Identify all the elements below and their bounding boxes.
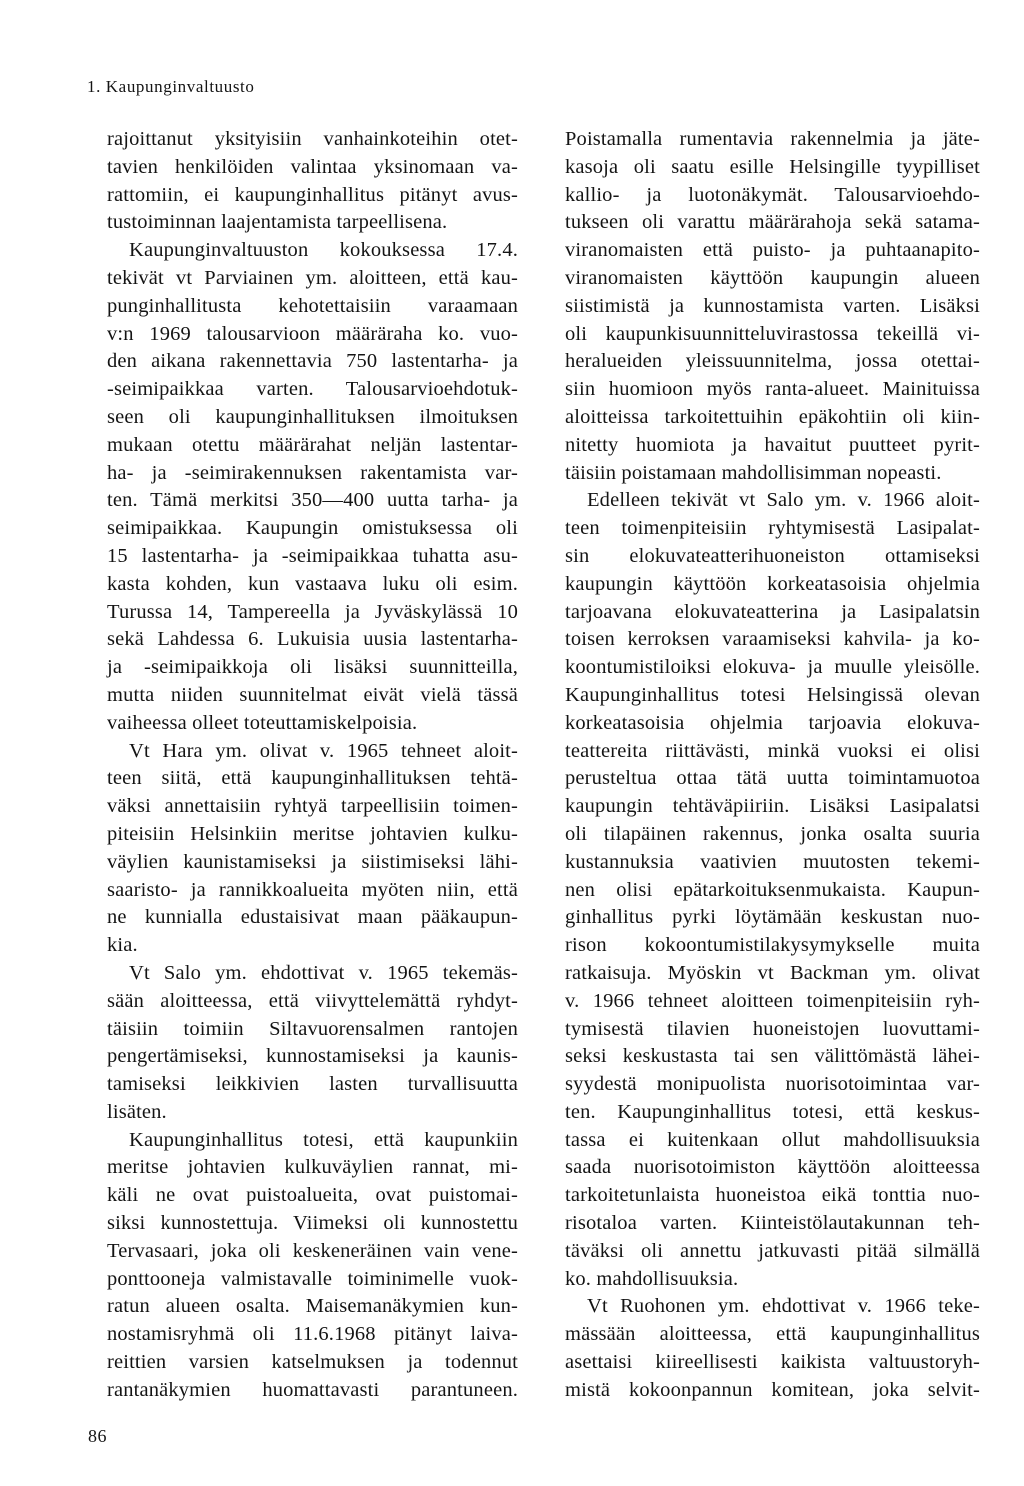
page-number: 86 bbox=[88, 1426, 107, 1446]
text-line: käli ne ovat puistoalueita, ovat puistomai- bbox=[107, 1184, 518, 1207]
text-line: toisen kerroksen varaamiseksi kahvila- ja ko- bbox=[565, 628, 980, 651]
text-line: rantanäkymien huomattavasti parantuneen. bbox=[107, 1378, 518, 1401]
text-line: viranomaisten käyttöön kaupungin alueen bbox=[565, 266, 980, 289]
text-line: -seimipaikkaa varten. Talousarvioehdotuk- bbox=[107, 378, 518, 401]
text-line: vaiheessa olleet toteuttamiskelpoisia. bbox=[107, 711, 418, 734]
text-line: tymisestä tilavien huoneistojen luovuttami- bbox=[565, 1017, 980, 1040]
text-line: väylien kaunistamiseksi ja siistimiseksi lähi- bbox=[107, 850, 518, 873]
text-line: teen siitä, että kaupunginhallituksen tehtä- bbox=[107, 767, 518, 790]
text-line: ha- ja -seimirakennuksen rakentamista var- bbox=[107, 461, 518, 484]
text-line: tekivät vt Parviainen ym. aloitteen, että kau- bbox=[107, 266, 518, 289]
text-line: Edelleen tekivät vt Salo ym. v. 1966 aloit- bbox=[587, 489, 980, 512]
text-line: saada nuorisotoimiston käyttöön aloitteessa bbox=[565, 1156, 980, 1179]
text-line: rajoittanut yksityisiin vanhainkoteihin otet- bbox=[107, 128, 518, 150]
text-line: sekä Lahdessa 6. Lukuisia uusia lastentarha- bbox=[107, 628, 518, 651]
text-line: korkeatasoisia ohjelmia tarjoavia elokuva- bbox=[565, 711, 980, 734]
text-line: koontumistiloiksi elokuva- ja muulle yleisölle. bbox=[565, 656, 980, 679]
text-line: siistimistä ja kunnostamista varten. Lisäksi bbox=[565, 294, 980, 317]
text-line: tavien henkilöiden valintaa yksinomaan va- bbox=[107, 155, 518, 178]
text-line: siksi kunnostettuja. Viimeksi oli kunnostettu bbox=[107, 1212, 518, 1235]
text-line: mutta niiden suunnitelmat eivät vielä tässä bbox=[107, 683, 518, 706]
text-line: syydestä monipuolista nuorisotoimintaa var- bbox=[565, 1073, 980, 1096]
text-line: tarjoavana elokuvateatterina ja Lasipalatsin bbox=[565, 600, 980, 623]
text-line: risotaloa varten. Kiinteistölautakunnan teh- bbox=[565, 1212, 980, 1235]
text-line: meritse johtavien kulkuväylien rannat, mi- bbox=[107, 1156, 518, 1179]
text-line: asettaisi kiireellisesti kaikista valtuustoryh- bbox=[565, 1351, 980, 1374]
text-line: mistä kokoonpannun komitean, joka selvit- bbox=[565, 1378, 980, 1401]
text-line: oli tilapäinen rakennus, jonka osalta suuria bbox=[565, 822, 980, 845]
text-line: rattomiin, ei kaupunginhallitus pitänyt avus- bbox=[107, 183, 518, 206]
text-line: saaristo- ja rannikkoalueita myöten niin, että bbox=[107, 878, 518, 901]
text-line: kia. bbox=[107, 934, 138, 957]
paragraph bbox=[107, 960, 518, 1127]
text-line: perusteltua ottaa tätä uutta toimintamuotoa bbox=[565, 767, 980, 790]
text-line: rison kokoontumistilakysymykselle muita bbox=[565, 934, 980, 957]
text-line: 15 lastentarha- ja -seimipaikkaa tuhatta asu- bbox=[107, 544, 518, 567]
text-line: ratun alueen osalta. Maisemanäkymien kun- bbox=[107, 1295, 518, 1318]
paragraph bbox=[565, 1293, 980, 1404]
paragraph bbox=[565, 487, 980, 1293]
text-line: aloitteissa tarkoitettuihin epäkohtiin oli kiin- bbox=[565, 405, 980, 428]
text-line: punginhallitusta kehotettaisiin varaamaan bbox=[107, 294, 518, 317]
text-line: kustannuksia vaativien muutosten tekemi- bbox=[565, 850, 980, 873]
text-line: kasta kohden, kun vastaava luku oli esim. bbox=[107, 572, 518, 595]
text-line: ne kunnialla edustaisivat maan pääkaupun- bbox=[107, 906, 518, 929]
text-line: seen oli kaupunginhallituksen ilmoituksen bbox=[107, 405, 518, 428]
paragraph bbox=[107, 1127, 518, 1405]
text-line: ginhallitus pyrki löytämään keskustan nuo- bbox=[565, 906, 980, 929]
text-line: ja -seimipaikkoja oli lisäksi suunnitteilla, bbox=[107, 656, 518, 679]
running-header: 1. Kaupunginvaltuusto bbox=[87, 77, 255, 96]
text-line: reittien varsien katselmuksen ja todennut bbox=[107, 1351, 518, 1374]
text-line: kaupungin käyttöön korkeatasoisia ohjelmia bbox=[565, 572, 980, 595]
text-line: nen olisi epätarkoituksenmukaista. Kaupun- bbox=[565, 878, 980, 901]
text-line: täisiin toimiin Siltavuorensalmen rantojen bbox=[107, 1017, 518, 1040]
text-line: tustoiminnan laajentamista tarpeellisena. bbox=[107, 211, 448, 234]
text-line: Vt Ruohonen ym. ehdottivat v. 1966 teke- bbox=[587, 1295, 980, 1318]
text-line: Poistamalla rumentavia rakennelmia ja jäte- bbox=[565, 128, 980, 150]
text-line: Tervasaari, joka oli keskeneräinen vain vene- bbox=[107, 1239, 518, 1262]
text-line: mukaan otettu määrärahat neljän lastentar- bbox=[107, 433, 518, 456]
text-line: kallio- ja luotonäkymät. Talousarvioehdo- bbox=[565, 183, 980, 206]
text-line: lisäten. bbox=[107, 1100, 167, 1123]
text-line: sin elokuvateatterihuoneiston ottamiseksi bbox=[565, 544, 980, 567]
paragraph bbox=[107, 738, 518, 960]
text-line: ratkaisuja. Myöskin vt Backman ym. olivat bbox=[565, 961, 980, 984]
text-line: väksi annettaisiin ryhtyä tarpeellisiin toimen- bbox=[107, 795, 518, 818]
text-line: nostamisryhmä oli 11.6.1968 pitänyt laiva- bbox=[107, 1323, 518, 1346]
text-line: tassa ei kuitenkaan ollut mahdollisuuksia bbox=[565, 1128, 980, 1151]
text-line: v:n 1969 talousarvioon määräraha ko. vuo- bbox=[107, 322, 518, 345]
text-line: kasoja oli saatu esille Helsingille tyypilliset bbox=[565, 155, 980, 178]
text-line: täisiin poistamaan mahdollisimman nopeasti. bbox=[565, 461, 942, 484]
text-line: tarkoitetunlaista huoneistoa eikä tonttia nuo- bbox=[565, 1184, 980, 1207]
text-line: heralueiden yleissuunnitelma, jossa otettai- bbox=[565, 350, 980, 373]
text-line: tamiseksi leikkivien lasten turvallisuutta bbox=[107, 1073, 518, 1096]
text-line: teen toimenpiteisiin ryhtymisestä Lasipalat- bbox=[565, 517, 980, 540]
text-line: seksi keskustasta tai sen välittömästä lähei- bbox=[565, 1045, 980, 1068]
paragraph bbox=[565, 126, 980, 487]
text-line: ponttooneja valmistavalle toiminimelle vuok- bbox=[107, 1267, 518, 1290]
text-line: seimipaikkaa. Kaupungin omistuksessa oli bbox=[107, 517, 518, 540]
text-line: tukseen oli varattu määrärahoja sekä satama- bbox=[565, 211, 980, 234]
left-column bbox=[107, 126, 518, 1405]
text-line: Kaupunginhallitus totesi Helsingissä olevan bbox=[565, 683, 980, 706]
text-line: oli kaupunkisuunnitteluvirastossa tekeillä vi- bbox=[565, 322, 980, 345]
paragraph bbox=[107, 126, 518, 237]
text-line: sään aloitteessa, että viivyttelemättä ryhdyt- bbox=[107, 989, 518, 1012]
text-line: piteisiin Helsinkiin meritse johtavien kulku- bbox=[107, 822, 518, 845]
text-line: Kaupunginhallitus totesi, että kaupunkiin bbox=[129, 1128, 518, 1151]
text-line: siin huomioon myös ranta-alueet. Mainituissa bbox=[565, 378, 980, 401]
text-line: ko. mahdollisuuksia. bbox=[565, 1267, 739, 1290]
text-line: nitetty huomiota ja havaitut puutteet pyrit- bbox=[565, 433, 980, 456]
text-line: Vt Hara ym. olivat v. 1965 tehneet aloit- bbox=[129, 739, 518, 762]
text-line: teattereita riittävästi, minkä vuoksi ei olisi bbox=[565, 739, 980, 762]
text-line: Turussa 14, Tampereella ja Jyväskylässä 10 bbox=[107, 600, 518, 623]
text-line: den aikana rakennettavia 750 lastentarha- ja bbox=[107, 350, 518, 373]
text-line: Kaupunginvaltuuston kokouksessa 17.4. bbox=[129, 239, 518, 262]
text-line: mässään aloitteessa, että kaupunginhallitus bbox=[565, 1323, 980, 1346]
text-line: Vt Salo ym. ehdottivat v. 1965 tekemäs- bbox=[129, 961, 518, 984]
text-line: ten. Kaupunginhallitus totesi, että keskus- bbox=[565, 1100, 980, 1123]
text-line: kaupungin tehtäväpiiriin. Lisäksi Lasipalatsi bbox=[565, 795, 980, 818]
text-line: pengertämiseksi, kunnostamiseksi ja kaunis- bbox=[107, 1045, 518, 1068]
text-line: ten. Tämä merkitsi 350—400 uutta tarha- ja bbox=[107, 489, 518, 512]
text-line: täväksi oli annettu jatkuvasti pitää silmällä bbox=[565, 1239, 980, 1262]
paragraph bbox=[107, 237, 518, 737]
right-column bbox=[565, 126, 980, 1405]
text-line: viranomaisten että puisto- ja puhtaanapito- bbox=[565, 239, 980, 262]
text-line: v. 1966 tehneet aloitteen toimenpiteisiin ryh- bbox=[565, 989, 980, 1012]
